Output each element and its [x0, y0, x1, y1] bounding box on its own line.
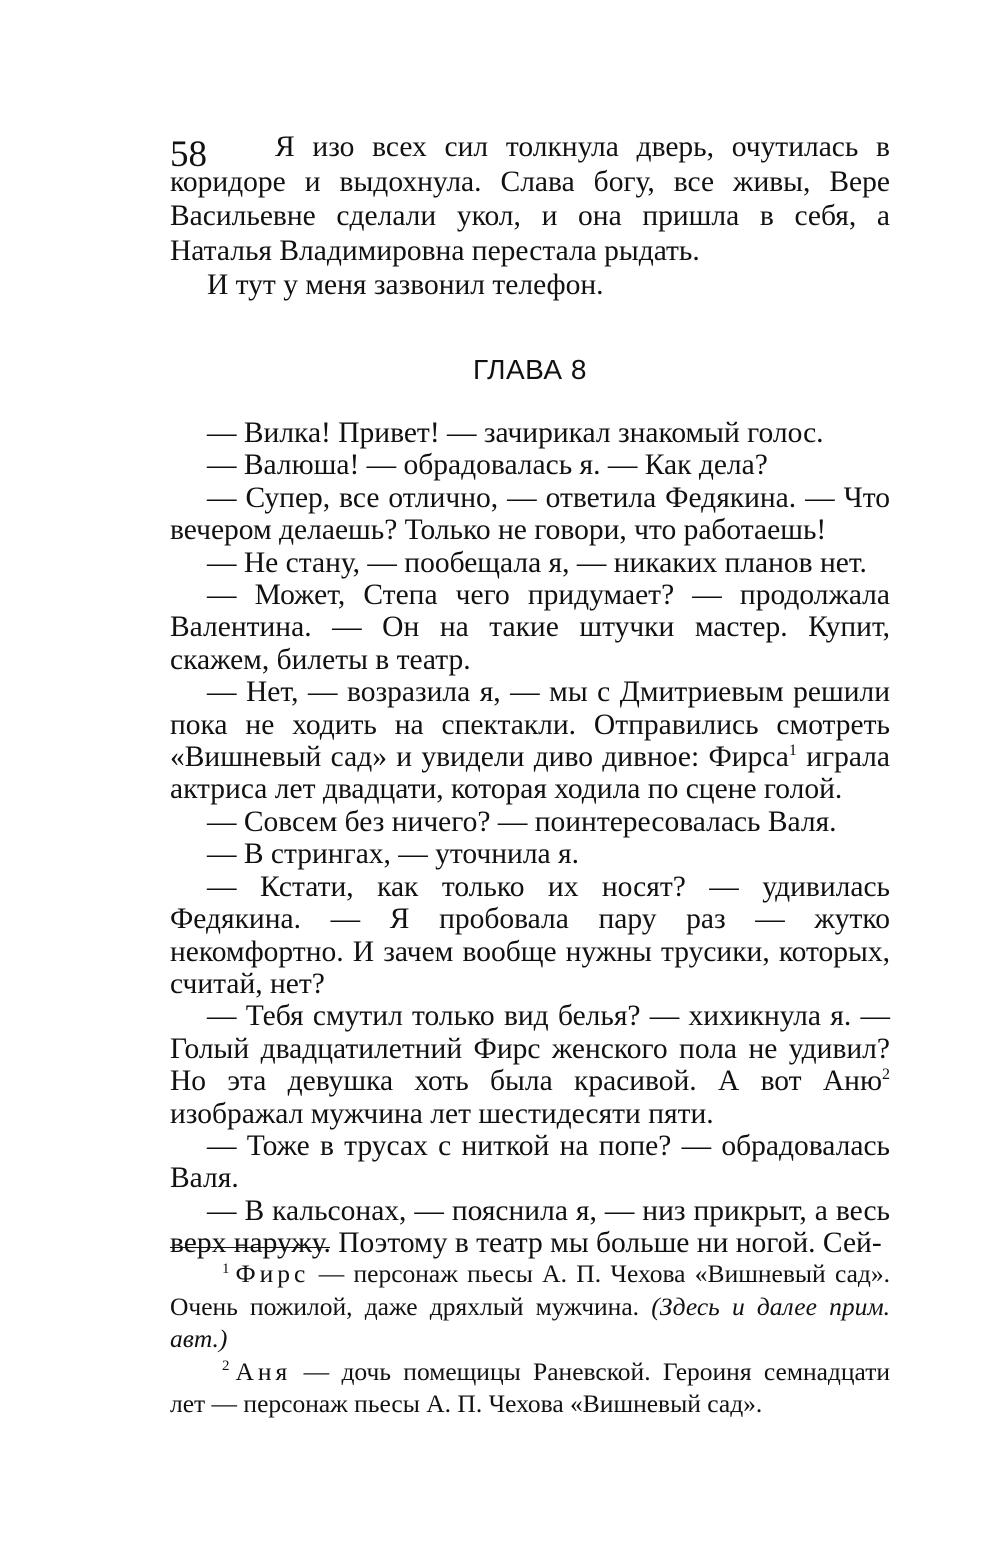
footnote-text: — дочь помещицы Раневской. Героиня семнадцати лет — персонаж пьесы А. П. Чехова «Вишневый сад». — [170, 1356, 890, 1418]
dialogue-line: — В стрингах, — уточнила я. — [207, 838, 579, 871]
dialogue-line: — Не стану, — пообещала я, — никаких планов нет. — [207, 546, 867, 579]
footnotes — [170, 1258, 890, 1421]
dialogue-line: — Тоже в трусах с ниткой на попе? — обрадовалась Валя. — [170, 1129, 890, 1195]
footnote-note: (Здесь и далее прим. авт.) — [170, 1291, 890, 1353]
dialogue-line: — Валюша! — обрадовалась я. — Как дела? — [207, 449, 768, 482]
chapter-title: ГЛАВА 8 — [473, 354, 587, 385]
dialogue-line: — В кальсонах, — пояснила я, — низ прикрыт, а весь верх наружу. Поэтому в театр мы больше ни ногой. Сей- — [170, 1194, 890, 1260]
footnote-term: Аня — [235, 1356, 292, 1386]
dialogue-line — [170, 676, 890, 806]
dialogue-line: — Совсем без ничего? — поинтересовалась Валя. — [207, 805, 837, 838]
footnote-text: — персонаж пьесы А. П. Чехова «Вишневый сад». Очень пожилой, даже дряхлый мужчина. — [170, 1259, 890, 1321]
footnote — [170, 1258, 890, 1356]
dialogue-line: — Супер, все отлично, — ответила Федякина. — Что вечером делаешь? Только не говори, что работаешь! — [170, 481, 890, 547]
footnote-number: 1 — [222, 1260, 230, 1277]
footnote-ref[interactable]: 1 — [788, 742, 797, 760]
opening-text — [170, 130, 890, 303]
text-segment: изображал мужчина лет шестидесяти пяти. — [170, 1097, 714, 1130]
footnote — [170, 1356, 890, 1421]
dialogue-block — [170, 417, 890, 1260]
text-segment: — Нет, — возразила я, — мы с Дмитриевым решили пока не ходить на спектакли. Отправились смотреть «Вишневый сад» и увидели диво дивное: Фирса — [170, 676, 890, 774]
dialogue-line: — Может, Степа чего придумает? — продолжала Валентина. — Он на такие штучки мастер. Купит, скажем, билеты в театр. — [170, 579, 890, 676]
dialogue-line — [170, 1000, 890, 1130]
footnote-ref[interactable]: 2 — [882, 1066, 890, 1084]
text-segment: — Тебя смутил только вид белья? — хихикнула я. — Голый двадцатилетний Фирс женского пола не удивил? Но эта девушка хоть была красивой. А вот Аню — [170, 1000, 890, 1098]
paragraph: И тут у меня зазвонил телефон. — [207, 269, 604, 301]
footnote-divider — [170, 1247, 330, 1248]
text-segment: играла актриса лет двадцати, которая ходила по сцене голой. — [170, 741, 890, 806]
dialogue-line: — Вилка! Привет! — зачирикал знакомый голос. — [207, 417, 824, 449]
dialogue-line: — Кстати, как только их носят? — удивилась Федякина. — Я пробовала пару раз — жутко некомфортно. И зачем вообще нужны трусики, которых, считай, нет? — [170, 870, 890, 1000]
footnote-term: Фирс — [235, 1259, 310, 1288]
page-number: 58 — [170, 134, 207, 175]
footnote-number: 2 — [222, 1358, 230, 1374]
paragraph: Я изо всех сил толкнула дверь, очутилась в коридоре и выдохнула. Слава богу, все живы, Вере Васильевне сделали укол, и она пришла в себя, а Наталья Владимировна перестала рыдать. — [170, 131, 890, 267]
